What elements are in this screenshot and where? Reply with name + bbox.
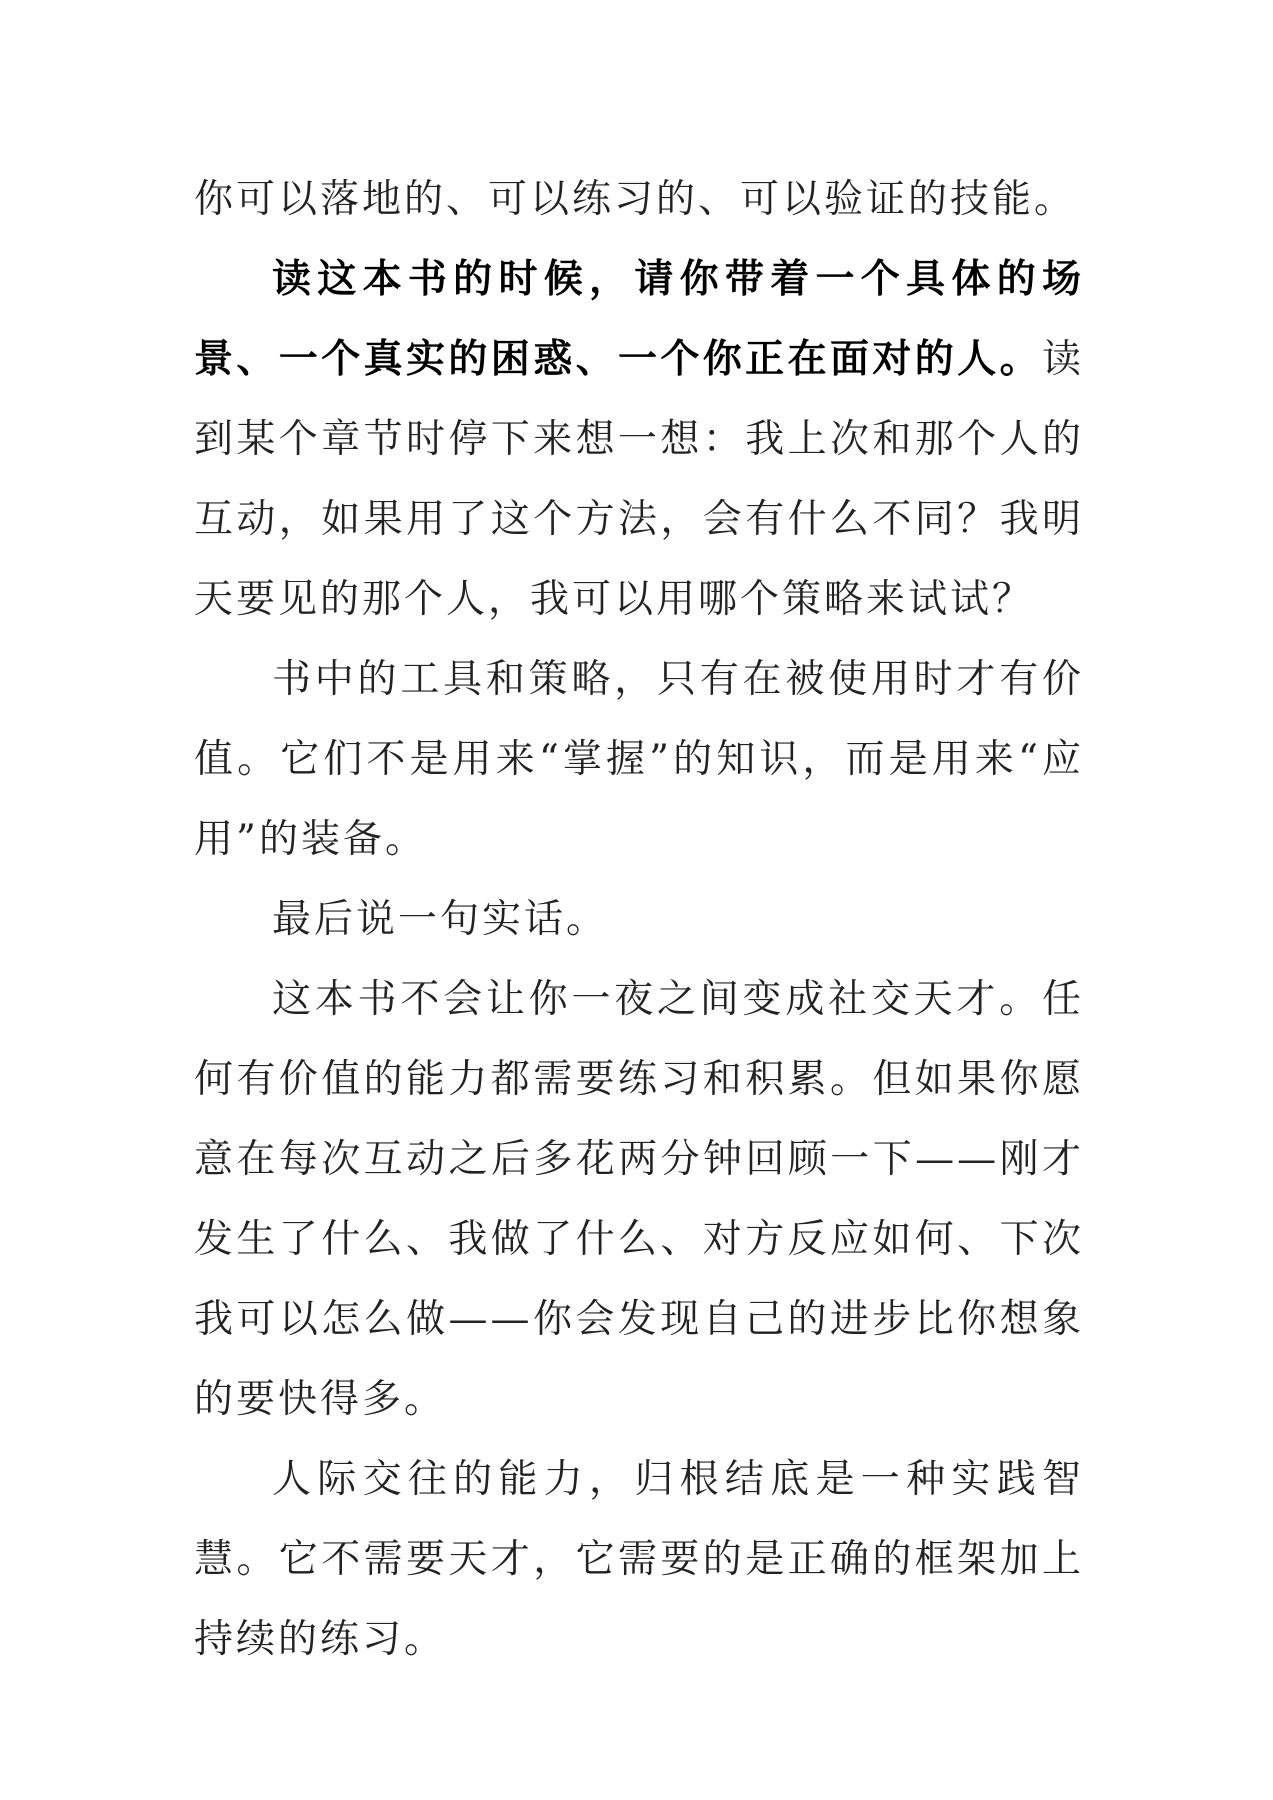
paragraph-5 <box>194 960 1084 1440</box>
document-body <box>194 160 1084 1680</box>
paragraph-2-text: 读到某个章节时停下来想一想：我上次和那个人的互动，如果用了这个方法，会有什么不同？我明天要见的那个人，我可以用哪个策略来试试？ <box>194 337 1084 622</box>
paragraph-3 <box>194 640 1084 880</box>
paragraph-5-text: 这本书不会让你一夜之间变成社交天才。任何有价值的能力都需要练习和积累。但如果你愿意在每次互动之后多花两分钟回顾一下——刚才发生了什么、我做了什么、对方反应如何、下次我可以怎么做——你会发现自己的进步比你想象的要快得多。 <box>194 977 1084 1422</box>
paragraph-2-bold-text: 读这本书的时候，请你带着一个具体的场景、一个真实的困惑、一个你正在面对的人。 <box>194 257 1084 382</box>
paragraph-3-text: 书中的工具和策略，只有在被使用时才有价值。它们不是用来“掌握”的知识，而是用来“应用”的装备。 <box>194 657 1084 862</box>
paragraph-4-text: 最后说一句实话。 <box>272 897 609 942</box>
paragraph-2 <box>194 240 1084 640</box>
paragraph-6-text: 人际交往的能力，归根结底是一种实践智慧。它不需要天才，它需要的是正确的框架加上持续的练习。 <box>194 1457 1084 1662</box>
paragraph-1-text: 你可以落地的、可以练习的、可以验证的技能。 <box>194 177 1077 222</box>
paragraph-4 <box>194 880 1084 960</box>
paragraph-1 <box>194 160 1084 240</box>
paragraph-6 <box>194 1440 1084 1680</box>
